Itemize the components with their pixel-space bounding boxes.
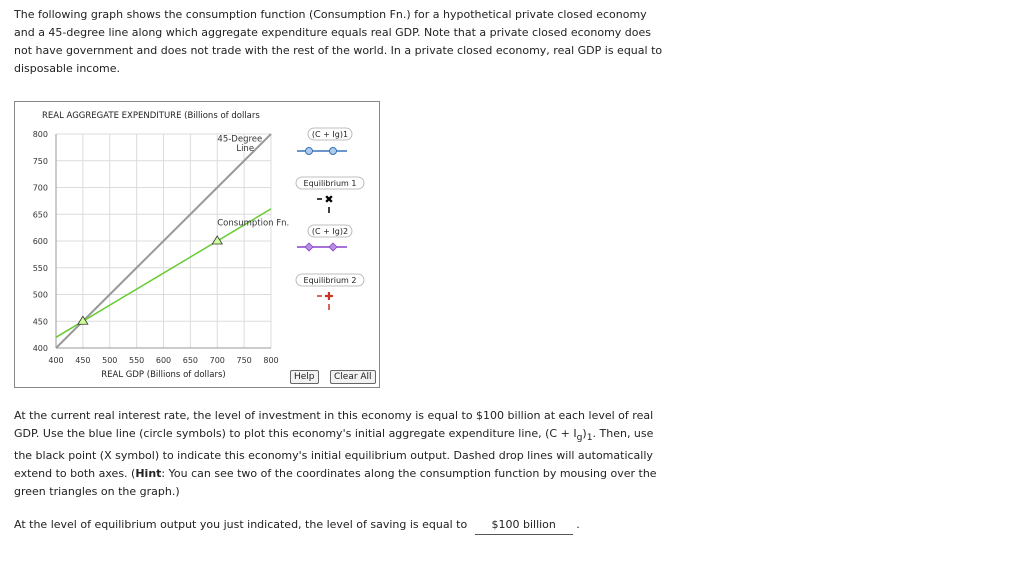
- x-tick-label-700: 700: [209, 356, 225, 365]
- clear-all-button[interactable]: Clear All: [330, 370, 376, 384]
- y-tick-label-800: 800: [32, 130, 48, 139]
- y-tick-label-500: 500: [32, 290, 48, 300]
- x-tick-label-650: 650: [182, 356, 199, 365]
- y-axis-title: REAL AGGREGATE EXPENDITURE (Billions of dollars: [42, 111, 260, 121]
- x-tick-label-450: 450: [75, 356, 91, 365]
- y-tick-label-650: 650: [32, 210, 48, 220]
- x-tick-label-400: 400: [48, 356, 64, 365]
- instructions-part3: : You can see two of the coordinates along the consumption function by mousing over the green triangles on the graph.): [14, 467, 657, 499]
- x-tick-label-550: 550: [128, 356, 145, 365]
- saving-prompt: At the level of equilibrium output you just indicated, the level of saving is equal to: [14, 518, 468, 531]
- x-tick-label-800: 800: [263, 356, 279, 365]
- consumption-point-700: [212, 236, 222, 244]
- chart-svg: [15, 102, 379, 387]
- x-axis-title: REAL GDP (Billions of dollars): [101, 370, 226, 380]
- instructions-sub-g: g: [576, 432, 583, 444]
- x-tick-label-600: 600: [155, 356, 172, 365]
- help-button[interactable]: Help: [290, 370, 319, 384]
- legend-ci2-label: (C + Ig)2: [311, 227, 349, 236]
- graph-panel: [14, 101, 380, 388]
- saving-question: [14, 516, 714, 535]
- instructions-close-paren: ): [582, 427, 587, 440]
- legend-eq2-label: Equilibrium 2: [303, 276, 357, 285]
- x-tick-label-750: 750: [236, 356, 252, 365]
- instructions-paragraph: [14, 407, 664, 501]
- intro-paragraph: The following graph shows the consumption function (Consumption Fn.) for a hypothetical private closed economy and a 45-degree line along which aggregate expenditure equals real GDP. Note that a private closed economy does not have government and does not trade with the rest of the world. In a private closed economy, real GDP is equal to disposable income.: [14, 8, 663, 75]
- legend-eq2-plus-symbol: ✚: [324, 290, 334, 303]
- x-tick-label-500: 500: [102, 356, 118, 365]
- saving-answer-field[interactable]: $100 billion: [475, 516, 573, 535]
- forty-five-degree-label-2: Line: [236, 144, 255, 155]
- hint-label: Hint: [135, 467, 162, 481]
- y-tick-label-550: 550: [32, 263, 48, 273]
- y-tick-label-450: 450: [32, 317, 48, 327]
- legend-ci1-label: (C + Ig)1: [311, 130, 349, 139]
- legend-ci2-diamond-1: [305, 243, 313, 251]
- legend-ci1-circle-1: [306, 148, 313, 155]
- instructions-part2: . Then, use the black point (X symbol) to indicate this economy's initial equilibrium output. Dashed drop lines will automatically extend to both axes. (: [14, 427, 654, 481]
- y-tick-label-400: 400: [32, 344, 48, 353]
- legend-eq1-x-symbol: ✖: [324, 193, 334, 206]
- y-tick-label-600: 600: [32, 237, 48, 246]
- y-tick-label-700: 700: [32, 183, 48, 193]
- saving-end: .: [576, 518, 580, 531]
- y-tick-label-750: 750: [32, 156, 48, 166]
- instructions-part1: At the current real interest rate, the level of investment in this economy is equal to $100 billion at each level of real GDP. Use the blue line (circle symbols) to plot this economy's initial aggregate expenditure line, (C + I: [14, 409, 654, 440]
- forty-five-degree-label-1: 45-Degree: [217, 134, 263, 145]
- consumption-fn-label: Consumption Fn.: [217, 218, 290, 229]
- legend-ci2-diamond-2: [329, 243, 337, 251]
- legend-ci1-circle-2: [330, 148, 337, 155]
- legend-eq1-label: Equilibrium 1: [303, 179, 357, 188]
- instructions-sub-1: 1: [586, 432, 593, 444]
